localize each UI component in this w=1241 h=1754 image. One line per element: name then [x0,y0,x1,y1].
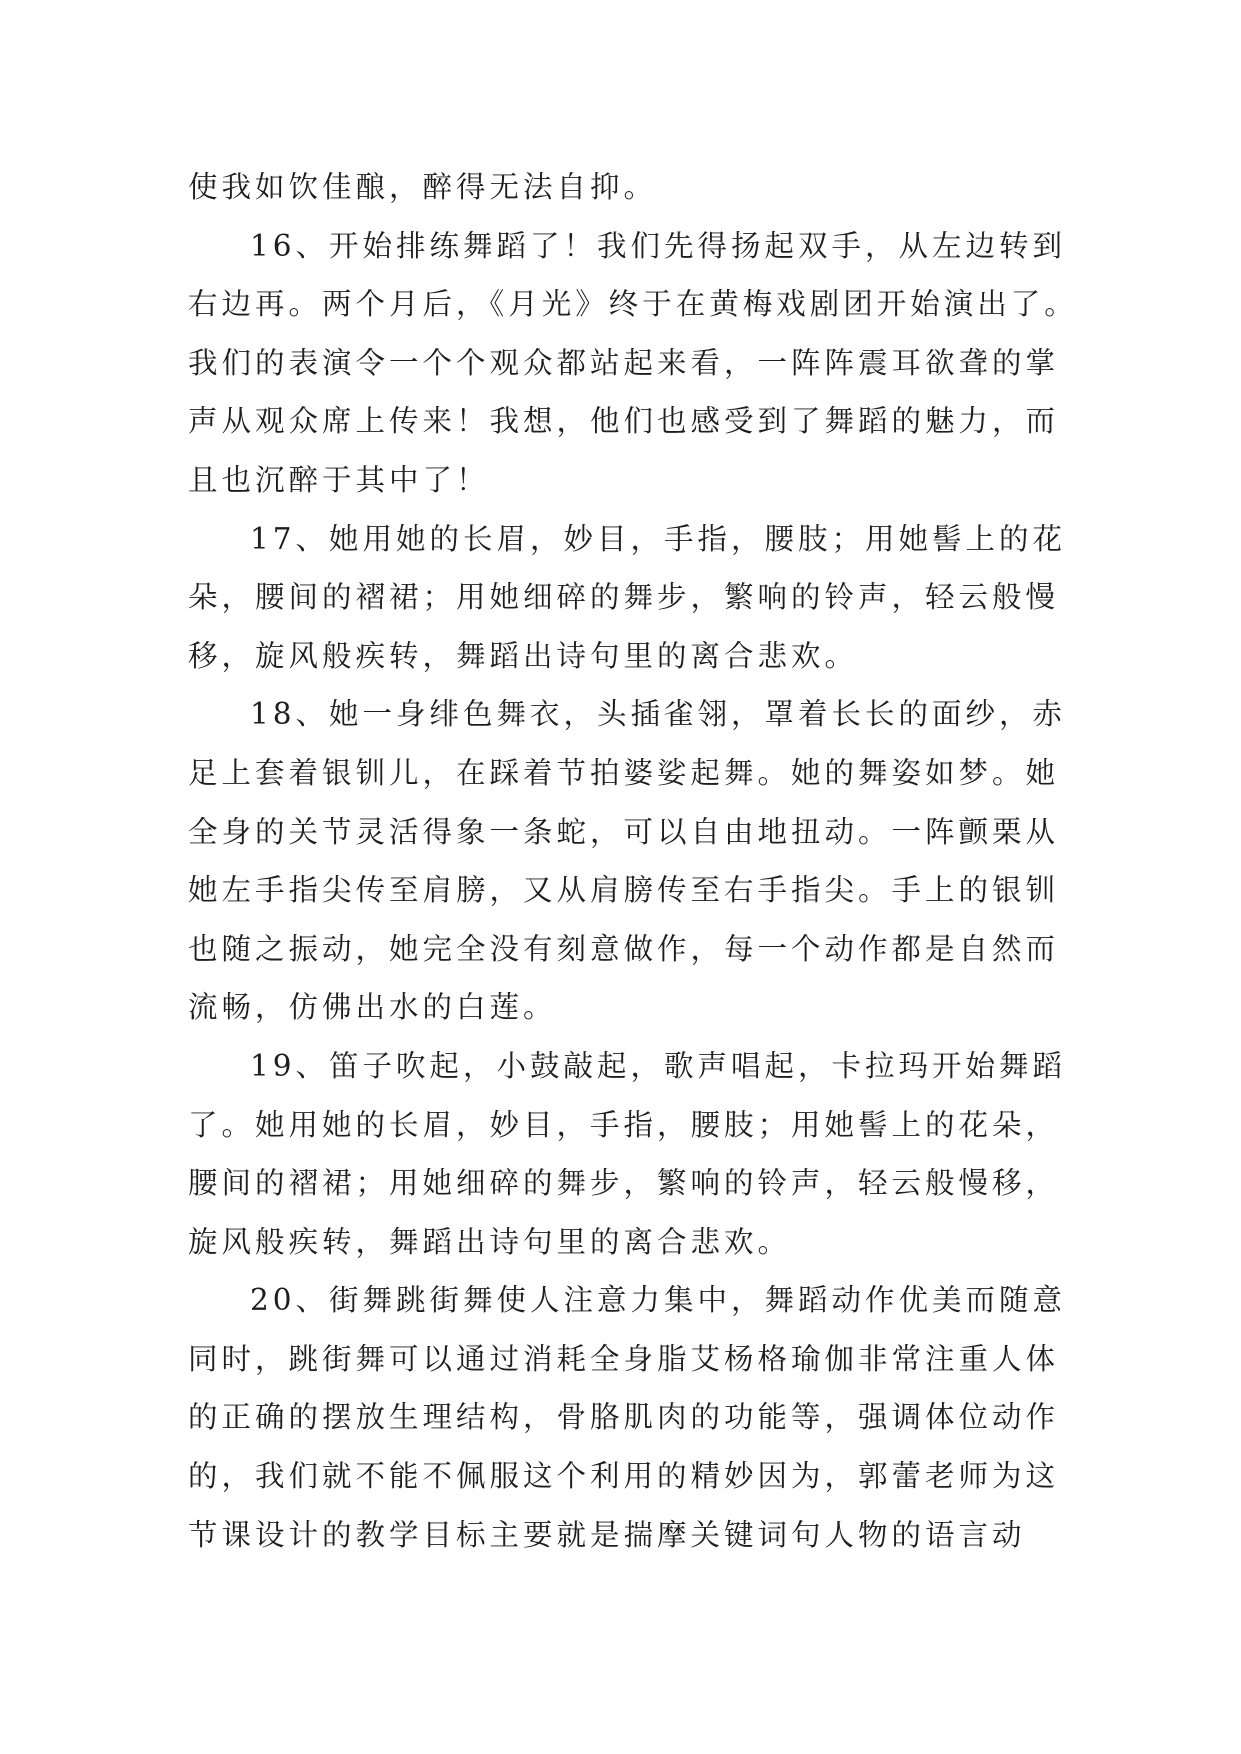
text-line: 19、笛子吹起，小鼓敲起，歌声唱起，卡拉玛开始舞蹈 [250,1048,1067,1083]
text-line: 全身的关节灵活得象一条蛇，可以自由地扭动。一阵颤栗从 [188,814,1060,849]
text-line: 足上套着银钏儿，在踩着节拍婆娑起舞。她的舞姿如梦。她 [188,755,1060,790]
paragraph-20 [188,1271,1068,1564]
text-line: 的，我们就不能不佩服这个利用的精妙因为，郭蕾老师为这 [188,1459,1060,1494]
text-line: 节课设计的教学目标主要就是揣摩关键词句人物的语言动 [188,1517,1026,1552]
text-line: 朵，腰间的褶裙；用她细碎的舞步，繁响的铃声，轻云般慢 [188,580,1060,615]
document-body [188,158,1078,1564]
text-line: 腰间的褶裙；用她细碎的舞步，繁响的铃声，轻云般慢移， [188,1166,1060,1201]
text-line: 声从观众席上传来！我想，他们也感受到了舞蹈的魅力，而 [188,404,1060,439]
text-line: 我们的表演令一个个观众都站起来看，一阵阵震耳欲聋的掌 [188,345,1060,380]
text-line: 同时，跳街舞可以通过消耗全身脂艾杨格瑜伽非常注重人体 [188,1341,1060,1376]
text-line: 且也沉醉于其中了！ [188,462,490,497]
paragraph-18 [188,685,1068,1037]
paragraph-continuation [188,158,1068,217]
text-line: 18、她一身绯色舞衣，头插雀翎，罩着长长的面纱，赤 [250,697,1067,732]
text-line: 移，旋风般疾转，舞蹈出诗句里的离合悲欢。 [188,638,859,673]
paragraph-16 [188,217,1078,510]
text-line: 使我如饮佳酿，醉得无法自抑。 [188,170,658,204]
text-line: 的正确的摆放生理结构，骨胳肌肉的功能等，强调体位动作 [188,1400,1060,1435]
text-line: 16、开始排练舞蹈了！我们先得扬起双手，从左边转到 [250,228,1067,263]
text-line: 了。她用她的长眉，妙目，手指，腰肢；用她髻上的花朵， [188,1107,1060,1142]
paragraph-19 [188,1037,1068,1271]
text-line: 她左手指尖传至肩膀，又从肩膀传至右手指尖。手上的银钏 [188,873,1060,908]
text-line: 旋风般疾转，舞蹈出诗句里的离合悲欢。 [188,1224,792,1259]
text-line: 20、街舞跳街舞使人注意力集中，舞蹈动作优美而随意 [250,1283,1067,1318]
text-line: 17、她用她的长眉，妙目，手指，腰肢；用她髻上的花 [250,521,1067,556]
text-line: 流畅，仿佛出水的白莲。 [188,990,557,1025]
text-line: 也随之振动，她完全没有刻意做作，每一个动作都是自然而 [188,931,1060,966]
text-line: 右边再。两个月后，《月光》终于在黄梅戏剧团开始演出了。 [188,287,1078,322]
paragraph-17 [188,510,1068,686]
